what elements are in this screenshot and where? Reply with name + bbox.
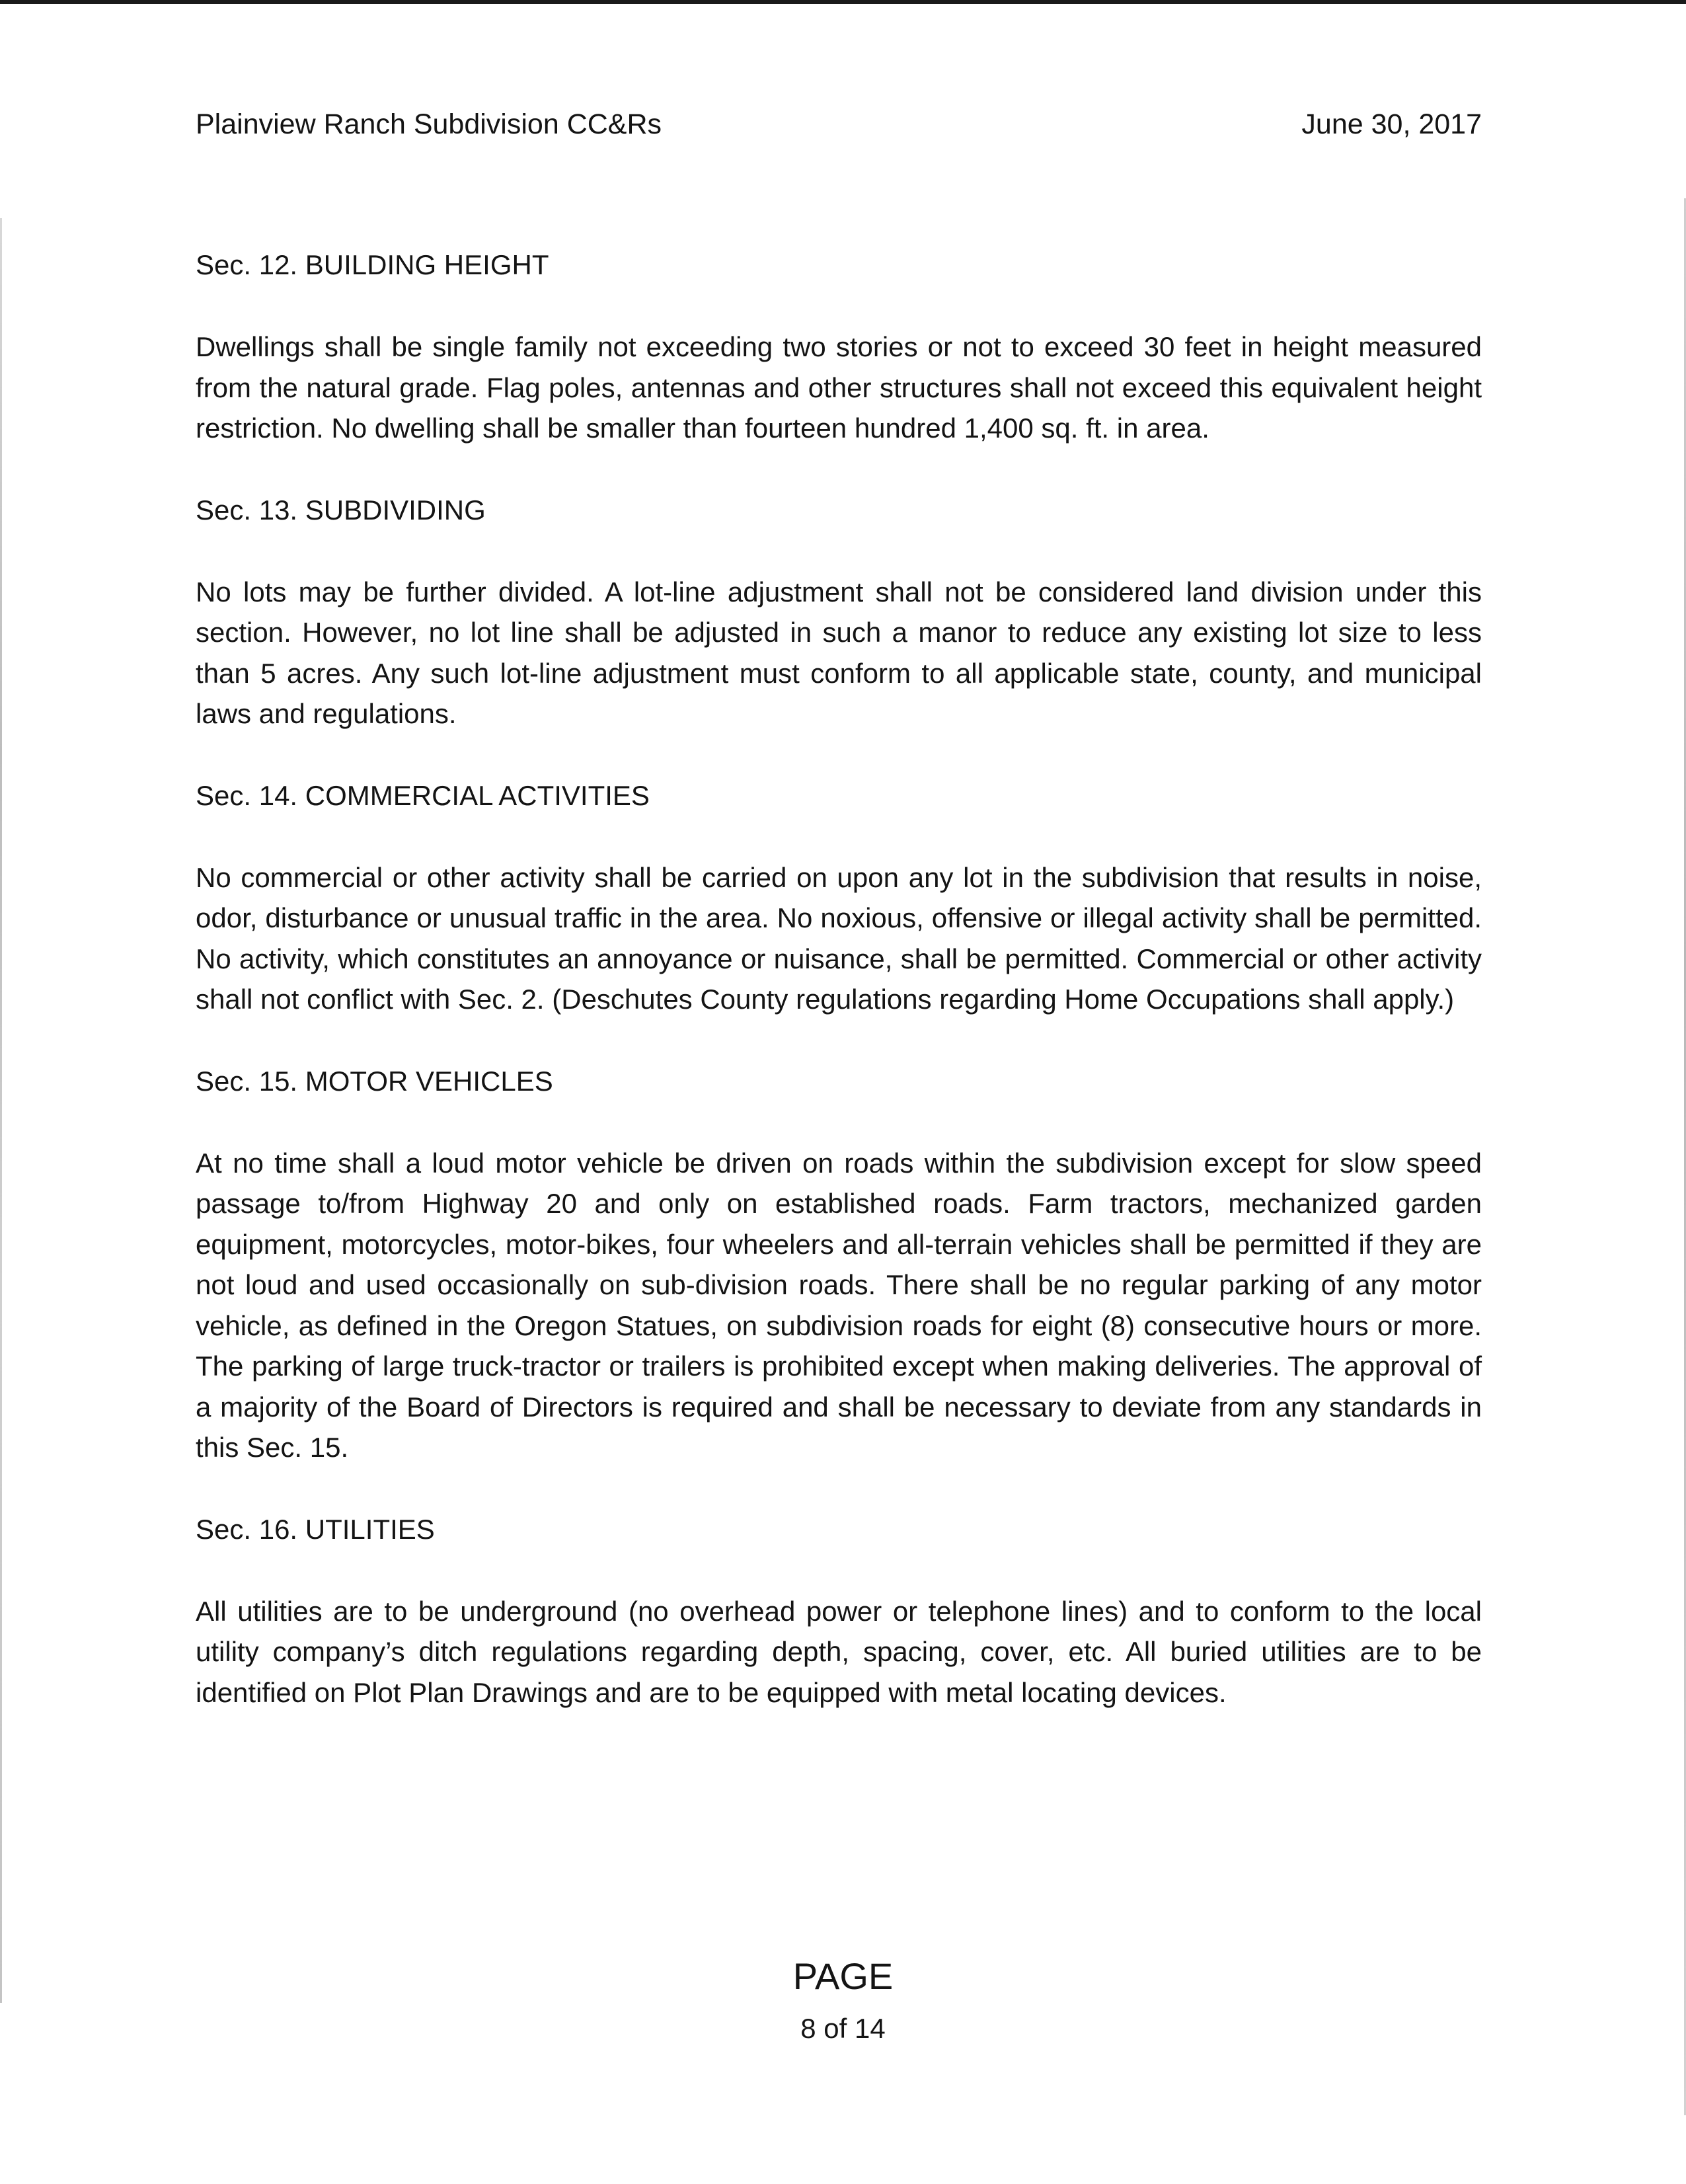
page-number: 8 of 14 xyxy=(800,2013,886,2044)
section-paragraph: Dwellings shall be single family not exceeding two stories or not to exceed 30 feet in height measured from the natural grade. Flag poles, antennas and other structures shall not exceed this equivalent height restriction. No dwelling shall be smaller than fourteen hundred 1,400 sq. ft. in area. xyxy=(196,331,1482,444)
section-paragraph: All utilities are to be underground (no overhead power or telephone lines) and to conform to the local utility company’s ditch regulations regarding depth, spacing, cover, etc. All buried utilities are to be identified on Plot Plan Drawings and are to be equipped with metal locating devices. xyxy=(196,1595,1482,1708)
section-subdividing xyxy=(196,490,1482,734)
section-motor-vehicles xyxy=(196,1061,1482,1468)
page-footer xyxy=(0,1953,1686,2048)
section-building-height xyxy=(196,245,1482,449)
section-commercial-activities xyxy=(196,775,1482,1020)
section-heading: Sec. 15. MOTOR VEHICLES xyxy=(196,1065,553,1097)
section-paragraph: At no time shall a loud motor vehicle be driven on roads within the subdivision except for slow speed passage to/from Highway 20 and only on established roads. Farm tractors, mechanized garden equipment, motorcycles, motor-bikes, four wheelers and all-terrain vehicles shall be permitted if they are not loud and used occasionally on sub-division roads. There shall be no regular parking of any motor vehicle, as defined in the Oregon Statues, on subdivision roads for eight (8) consecutive hours or more. The parking of large truck-tractor or trailers is prohibited except when making deliveries. The approval of a majority of the Board of Directors is required and shall be necessary to deviate from any standards in this Sec. 15. xyxy=(196,1147,1482,1463)
section-heading: Sec. 12. BUILDING HEIGHT xyxy=(196,249,549,280)
document-body xyxy=(196,245,1482,1754)
document-title: Plainview Ranch Subdivision CC&Rs xyxy=(196,108,662,140)
scan-top-edge xyxy=(0,0,1686,4)
page-label: PAGE xyxy=(792,1955,894,1997)
section-paragraph: No commercial or other activity shall be carried on upon any lot in the subdivision that results in noise, odor, disturbance or unusual traffic in the area. No noxious, offensive or illegal activity shall be permitted. No activity, which constitutes an annoyance or nuisance, shall be permitted. Commercial or other activity shall not conflict with Sec. 2. (Deschutes County regulations regarding Home Occupations shall apply.) xyxy=(196,861,1482,1015)
document-date: June 30, 2017 xyxy=(1301,108,1482,140)
section-heading: Sec. 16. UTILITIES xyxy=(196,1513,435,1545)
section-paragraph: No lots may be further divided. A lot-line adjustment shall not be considered land division under this section. However, no lot line shall be adjusted in such a manor to reduce any existing lot size to less than 5 acres. Any such lot-line adjustment must conform to all applicable state, county, and municipal laws and regulations. xyxy=(196,576,1482,729)
scan-left-edge xyxy=(0,218,2,2003)
section-heading: Sec. 13. SUBDIVIDING xyxy=(196,494,486,526)
section-utilities xyxy=(196,1509,1482,1713)
section-heading: Sec. 14. COMMERCIAL ACTIVITIES xyxy=(196,779,650,811)
page-header xyxy=(196,104,1482,144)
